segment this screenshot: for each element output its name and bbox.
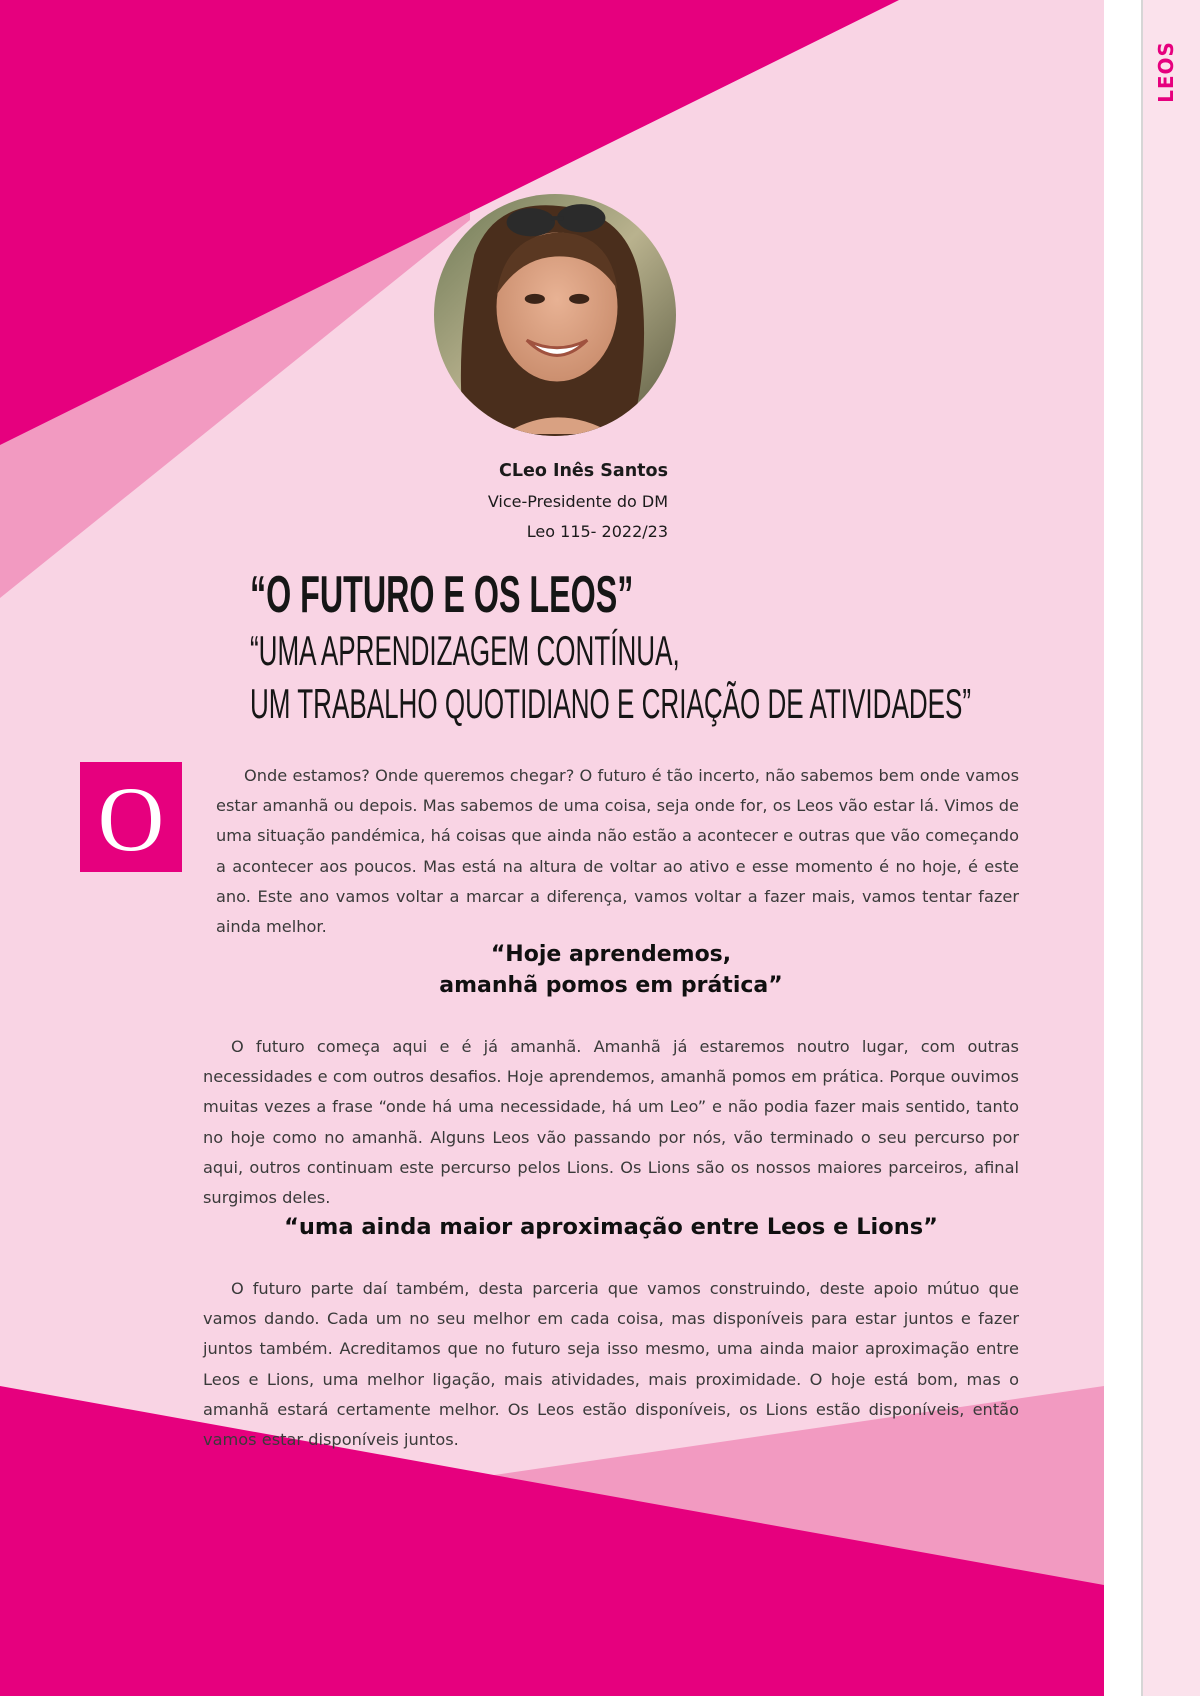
- drop-cap: [80, 762, 182, 872]
- article-title: “O FUTURO E OS LEOS”: [250, 566, 634, 624]
- author-role: Vice-Presidente do DM: [487, 492, 668, 511]
- article-subtitle-line2: UM TRABALHO QUOTIDIANO E CRIAÇÃO DE ATIVIDADES”: [250, 680, 972, 727]
- author-name: CLeo Inês Santos: [498, 461, 668, 481]
- article-headline: [250, 566, 1200, 730]
- drop-cap-letter: O: [97, 768, 165, 870]
- body-paragraph-1: Onde estamos? Onde queremos chegar? O futuro é tão incerto, não sabemos bem onde vamos estar amanhã ou depois. Mas sabemos de uma coisa, seja onde for, os Leos vão estar lá. Vimos de uma situação pandémica, há coisas que ainda não estão a acontecer e outras que vão começando a acontecer aos poucos. Mas está na altura de voltar ao ativo e esse momento é no hoje, é este ano. Este ano vamos voltar a marcar a diferença, vamos voltar a fazer mais, vamos tentar fazer ainda melhor.: [216, 766, 1019, 937]
- page-edge-white: [1104, 0, 1142, 1696]
- pull-quote-1: [203, 939, 1019, 1001]
- author-club: Leo 115- 2022/23: [526, 522, 668, 541]
- section-label-text: LEOS: [1154, 41, 1178, 103]
- sidebar-tab: [1143, 0, 1200, 1696]
- author-photo: [434, 194, 676, 436]
- pull-quote-1-line1: “Hoje aprendemos,: [490, 942, 732, 967]
- section-label: [1148, 42, 1184, 102]
- author-byline: [488, 455, 668, 547]
- body-paragraph-2: O futuro começa aqui e é já amanhã. Amanhã já estaremos noutro lugar, com outras necessidades e com outros desafios. Hoje aprendemos, amanhã pomos em prática. Porque ouvimos muitas vezes a frase “onde há uma necessidade, há um Leo” e não podia fazer mais sentido, tanto no hoje como no amanhã. Alguns Leos vão passando por nós, vão terminado o seu percurso por aqui, outros continuam este percurso pelos Lions. Os Lions são os nossos maiores parceiros, afinal surgimos deles.: [203, 1037, 1019, 1208]
- body-paragraph-3: O futuro parte daí também, desta parceria que vamos construindo, deste apoio mútuo que vamos dando. Cada um no seu melhor em cada coisa, mas disponíveis para estar juntos e fazer juntos também. Acreditamos que no futuro seja isso mesmo, uma ainda maior aproximação entre Leos e Lions, uma melhor ligação, mais atividades, mais proximidade. O hoje está bom, mas o amanhã estará certamente melhor. Os Leos estão disponíveis, os Lions estão disponíveis, então vamos estar disponíveis juntos.: [203, 1279, 1019, 1450]
- pull-quote-2: “uma ainda maior aproximação entre Leos e Lions”: [284, 1214, 938, 1240]
- pull-quote-1-line2: amanhã pomos em prática”: [439, 973, 783, 998]
- author-photo-illustration: [434, 194, 676, 436]
- article-subtitle-line1: “UMA APRENDIZAGEM CONTÍNUA,: [250, 627, 680, 674]
